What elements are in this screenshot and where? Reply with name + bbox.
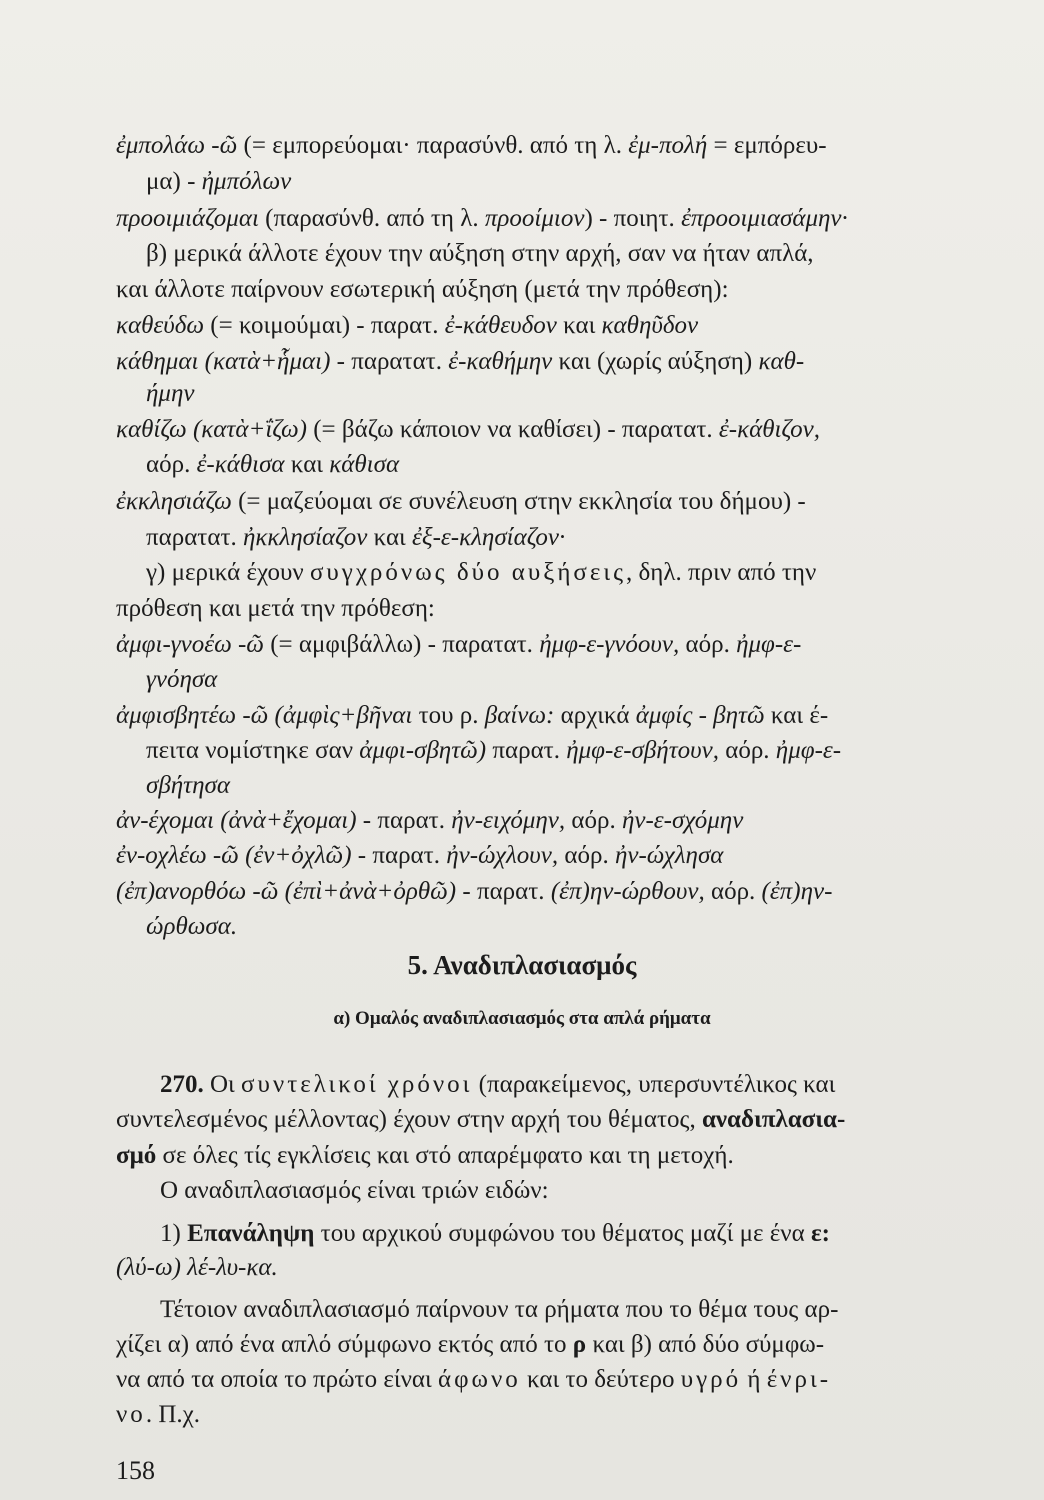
text-line: ἐμπολάω -ῶ (= εμπορεύομαι· παρασύνθ. από τη λ. ἐμ-πολή = εμπόρευ- [116,132,827,159]
text-line: καθίζω (κατὰ+ΐζω) (= βάζω κάποιον να καθίσει) - παρατατ. ἐ-κάθιζον, [116,416,820,443]
text-line: ἀμφισβητέω -ῶ (ἀμφὶς+βῆναι του ρ. βαίνω: αρχικά ἀμφίς - βητῶ και έ- [116,702,829,729]
text-line: γ) μερικά έχουν συγχρόνως δύο αυξήσεις, δηλ. πριν από την [146,559,817,586]
text-line: προοιμιάζομαι (παρασύνθ. από τη λ. προοίμιον) - ποιητ. ἐπροοιμιασάμην· [116,205,848,232]
paragraph-line: (λύ-ω) λέ-λυ-κα. [116,1254,278,1281]
text-line: ώρθωσα. [146,913,238,940]
text-line: μα) - ἠμπόλων [146,168,292,195]
subsection-heading: α) Ομαλός αναδιπλασιασμός στα απλά ρήματα [333,1008,711,1029]
text-line: (ἐπ)ανορθόω -ῶ (ἐπὶ+ἀνὰ+ὀρθῶ) - παρατ. (ἐπ)ην-ώρθουν, αόρ. (ἐπ)ην- [116,878,833,905]
paragraph-line: να από τα οποία το πρώτο είναι άφωνο και το δεύτερο υγρό ή ένρι- [116,1366,832,1393]
paragraph-line: 270. Οι συντελικοί χρόνοι (παρακείμενος, υπερσυντέλικος και [160,1071,836,1098]
text-line: πειτα νομίστηκε σαν ἀμφι-σβητῶ) παρατ. ἠμφ-ε-σβήτουν, αόρ. ἠμφ-ε- [146,737,842,764]
paragraph-line: νο. Π.χ. [116,1401,200,1428]
paragraph-line: συντελεσμένος μέλλοντας) έχουν στην αρχή του θέματος, αναδιπλασια- [116,1106,846,1133]
text-line: ἐν-οχλέω -ῶ (ἐν+ὀχλῶ) - παρατ. ἠν-ώχλουν, αόρ. ἠν-ώχλησα [116,842,724,869]
text-line: κάθημαι (κατὰ+ἧμαι) - παρατατ. ἐ-καθήμην και (χωρίς αύξηση) καθ- [116,348,805,375]
text-line: αόρ. ἐ-κάθισα και κάθισα [146,451,400,478]
text-line: ήμην [146,380,195,407]
paragraph-line: χίζει α) από ένα απλό σύμφωνο εκτός από το ρ και β) από δύο σύμφω- [116,1331,825,1358]
page-number: 158 [116,1456,155,1485]
text-line: ἐκκλησιάζω (= μαζεύομαι σε συνέλευση στην εκκλησία του δήμου) - [116,488,806,515]
text-line: παρατατ. ἠκκλησίαζον και ἐξ-ε-κλησίαζον· [146,524,566,551]
text-line: και άλλοτε παίρνουν εσωτερική αύξηση (μετά την πρόθεση): [116,276,729,303]
paragraph-line: Ο αναδιπλασιασμός είναι τριών ειδών: [160,1177,549,1204]
text-line: β) μερικά άλλοτε έχουν την αύξηση στην αρχή, σαν να ήταν απλά, [146,240,814,267]
text-line: γνόησα [146,666,218,693]
text-line: σβήτησα [146,772,230,799]
text-line: καθεύδω (= κοιμούμαι) - παρατ. ἐ-κάθευδον και καθηῦδον [116,312,699,339]
paragraph-line: σμό σε όλες τίς εγκλίσεις και στό απαρέμφατο και τη μετοχή. [116,1142,734,1169]
text-line: ἀμφι-γνοέω -ῶ (= αμφιβάλλω) - παρατατ. ἠμφ-ε-γνόουν, αόρ. ἠμφ-ε- [116,631,802,658]
section-heading: 5. Αναδιπλασιασμός [407,950,637,980]
paragraph-line: Τέτοιον αναδιπλασιασμό παίρνουν τα ρήματα που το θέμα τους αρ- [160,1296,839,1323]
text-line: πρόθεση και μετά την πρόθεση: [116,595,435,622]
paragraph-line: 1) Επανάληψη του αρχικού συμφώνου του θέματος μαζί με ένα ε: [160,1220,830,1247]
text-line: ἀν-έχομαι (ἀνὰ+ἔχομαι) - παρατ. ἠν-ειχόμην, αόρ. ἠν-ε-σχόμην [116,807,744,834]
